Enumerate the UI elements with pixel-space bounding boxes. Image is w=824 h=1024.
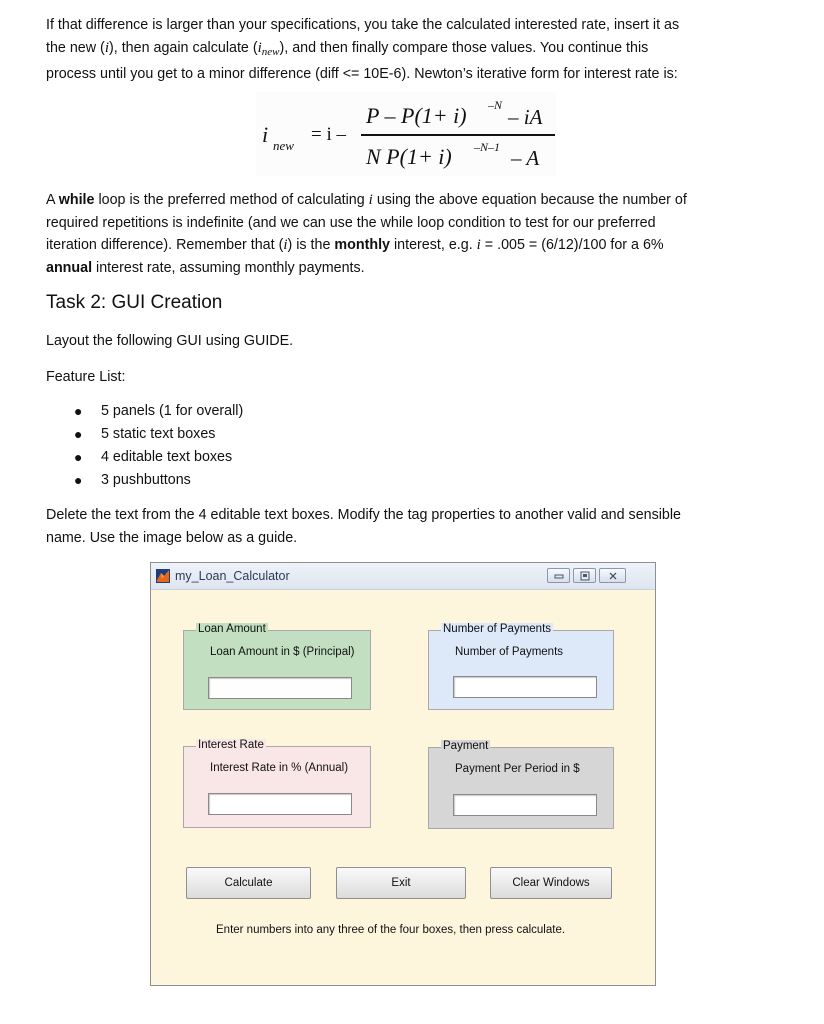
intro-line-3: process until you get to a minor difference (diff <= 10E-6). Newton’s iterative form for interest rate is:: [46, 66, 678, 82]
formula-equals: = i –: [311, 124, 346, 145]
intro-text: ), and then finally compare those values. You continue this: [279, 39, 649, 56]
formula-lhs-sub: new: [273, 138, 294, 153]
loan-amount-panel: [183, 623, 371, 710]
para2-text: loop is the preferred method of calculating: [94, 192, 369, 208]
number-of-payments-panel: [428, 623, 614, 710]
para2-line-1: [46, 189, 766, 212]
loan-amount-input[interactable]: [208, 677, 352, 699]
feature-text: 3 pushbuttons: [101, 472, 191, 488]
para2-text: iteration difference). Remember that (: [46, 237, 284, 253]
para2-text: using the above equation because the number of: [372, 192, 687, 208]
math-i-new: i: [257, 39, 262, 56]
list-item: [46, 400, 446, 423]
bullet-icon: ●: [74, 472, 83, 488]
feature-text: 4 editable text boxes: [101, 449, 233, 465]
intro-line-1: If that difference is larger than your specifications, you take the calculated interested rate, insert it as: [46, 17, 680, 33]
intro-paragraph: [46, 14, 766, 86]
clear-windows-button[interactable]: Clear Windows: [490, 867, 612, 899]
feature-text: 5 static text boxes: [101, 426, 216, 442]
para2-line-2: required repetitions is indefinite (and we can use the while loop condition to test for our preferred: [46, 214, 656, 231]
loan-amount-panel-title: Loan Amount: [198, 623, 266, 635]
number-of-payments-label: Number of Payments: [455, 646, 564, 658]
monthly-keyword: monthly: [334, 237, 391, 253]
para2-text: = .005 = (6/12)/100 for a 6%: [480, 237, 664, 253]
fraction-bar: [361, 134, 555, 136]
bullet-icon: ●: [74, 426, 83, 442]
para2-text: ) is the: [287, 237, 335, 253]
payment-per-period-label: Payment Per Period in $: [455, 763, 580, 775]
formula-denominator-exponent: –N–1: [474, 140, 501, 154]
bullet-icon: ●: [74, 403, 83, 419]
para2-line-3: [46, 234, 766, 257]
number-of-payments-input[interactable]: [453, 676, 597, 698]
interest-rate-panel-title: Interest Rate: [198, 739, 264, 751]
bullet-icon: ●: [74, 449, 83, 465]
formula-denominator: N P(1+ i): [366, 144, 452, 169]
list-item: [46, 423, 446, 446]
annual-keyword: annual: [46, 259, 93, 276]
list-item: [46, 469, 446, 492]
intro-line-2: [46, 37, 766, 64]
window-title: my_Loan_Calculator: [175, 569, 290, 583]
formula-numerator-tail: – iA: [508, 105, 543, 129]
matlab-icon: [156, 569, 170, 583]
formula-denominator-tail: – A: [511, 146, 540, 170]
math-i: i: [104, 39, 109, 56]
maximize-button[interactable]: [573, 568, 596, 583]
loan-amount-label: Loan Amount in $ (Principal): [210, 646, 355, 658]
formula-numerator-exponent: –N: [488, 98, 503, 112]
minimize-icon: [548, 569, 571, 584]
math-i: i: [476, 237, 481, 253]
math-subscript-new: new: [261, 45, 280, 58]
formula-lhs-i: i: [262, 122, 269, 147]
feature-list: [46, 400, 446, 492]
list-item: [46, 446, 446, 469]
task-heading: Task 2: GUI Creation: [46, 292, 223, 313]
interest-rate-input[interactable]: [208, 793, 352, 815]
interest-rate-label: Interest Rate in % (Annual): [210, 762, 349, 774]
while-keyword: while: [58, 192, 95, 208]
minimize-button[interactable]: [547, 568, 570, 583]
para2-text: interest, e.g.: [390, 237, 477, 253]
math-i: i: [283, 237, 288, 253]
intro-text: the new (: [46, 39, 105, 56]
instruction-hint: Enter numbers into any three of the four boxes, then press calculate.: [216, 924, 566, 936]
newton-formula: [256, 92, 556, 176]
close-icon: [600, 569, 627, 584]
payment-input[interactable]: [453, 794, 597, 816]
calculate-button[interactable]: Calculate: [186, 867, 311, 899]
maximize-icon: [574, 569, 597, 584]
close-button[interactable]: [599, 568, 626, 583]
number-of-payments-panel-title: Number of Payments: [443, 623, 552, 635]
para2-line-4: [46, 257, 766, 280]
payment-panel: [428, 740, 614, 829]
payment-panel-title: Payment: [443, 740, 489, 752]
delete-line-1: Delete the text from the 4 editable text boxes. Modify the tag properties to another valid and sensible: [46, 507, 681, 523]
feature-text: 5 panels (1 for overall): [101, 403, 244, 419]
window-titlebar[interactable]: [151, 563, 655, 590]
math-i: i: [368, 192, 373, 208]
while-paragraph: [46, 189, 766, 279]
delete-instruction: [46, 504, 766, 549]
intro-text: ), then again calculate (: [108, 39, 258, 56]
interest-rate-panel: [183, 739, 371, 828]
delete-line-2: name. Use the image below as a guide.: [46, 529, 298, 546]
layout-instruction: Layout the following GUI using GUIDE.: [46, 333, 294, 349]
para2-text: A: [46, 192, 59, 208]
feature-list-label: Feature List:: [46, 369, 126, 385]
para2-text: interest rate, assuming monthly payments.: [92, 259, 365, 276]
exit-button[interactable]: Exit: [336, 867, 466, 899]
formula-numerator: P – P(1+ i): [366, 103, 467, 128]
